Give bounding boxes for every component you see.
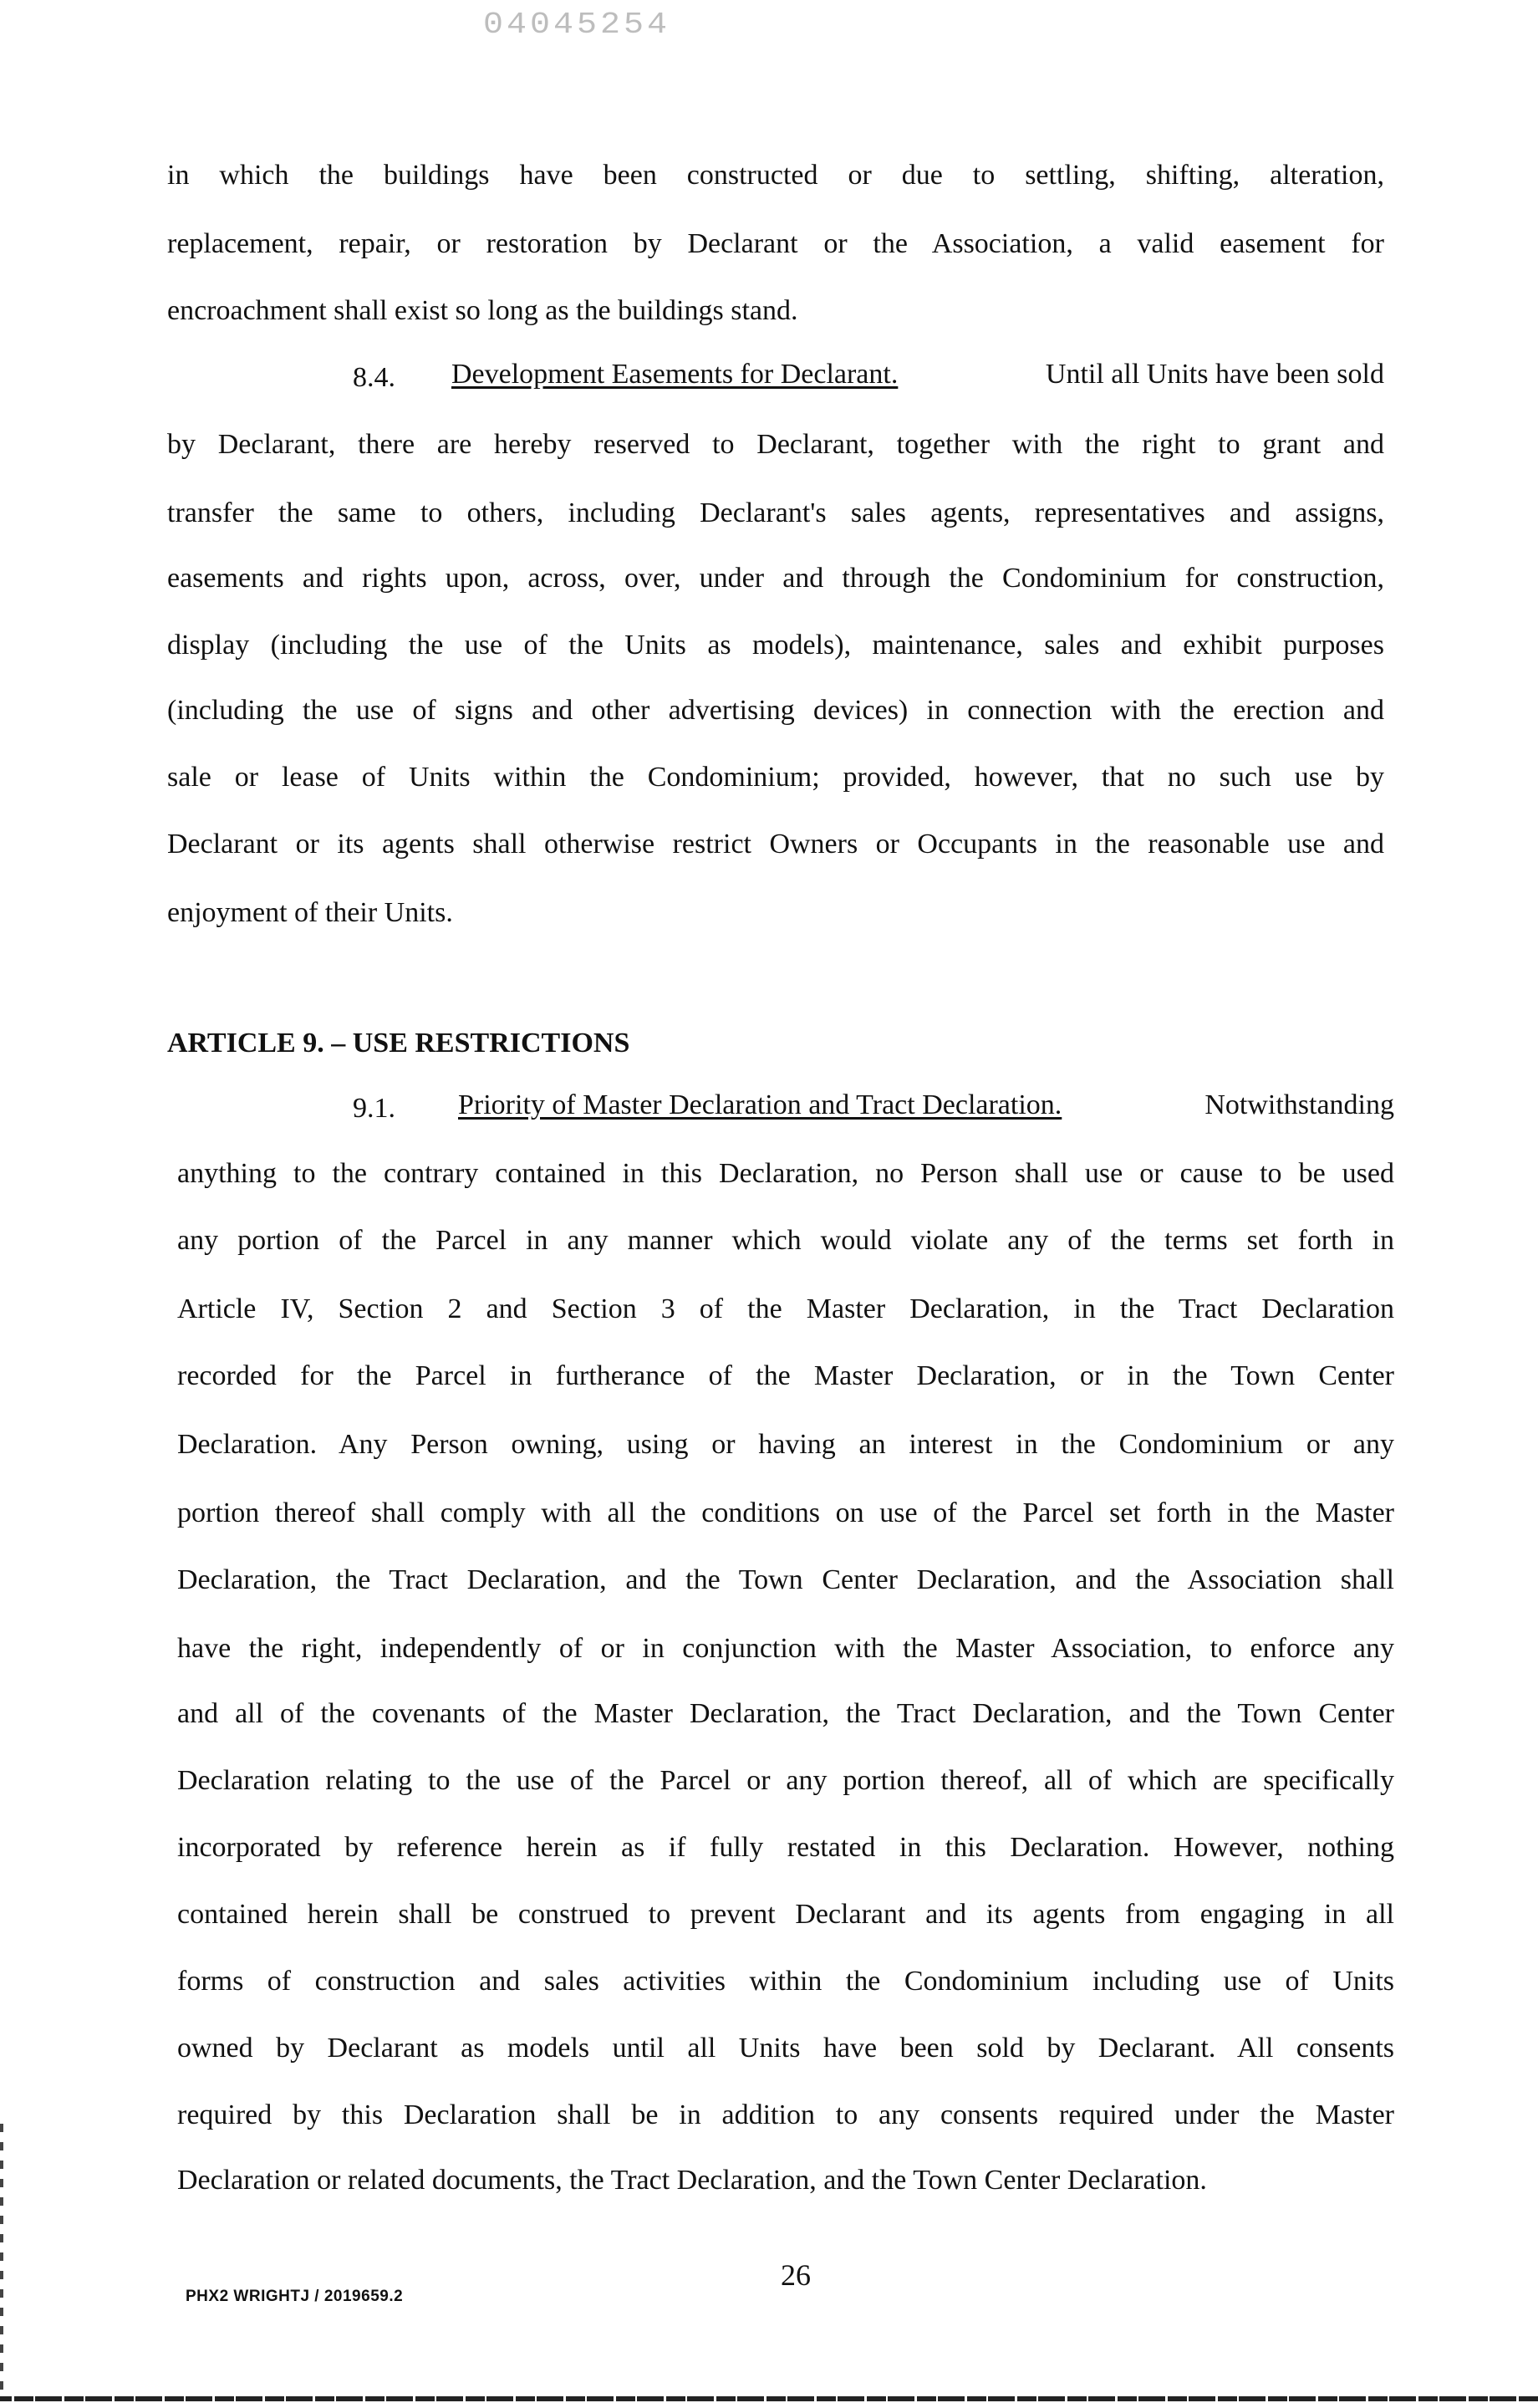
section-9-1-line-3: Article IV, Section 2 and Section 3 of the Master Declaration, in the Tract Declaration [177,1293,1394,1324]
continuation-line-2: replacement, repair, or restoration by Declarant or the Association, a valid easement for [167,228,1384,259]
section-9-1-line-4: recorded for the Parcel in furtherance of the Master Declaration, or in the Town Center [177,1360,1394,1391]
scan-edge-artifact [0,2124,3,2391]
section-8-4-number: 8.4. [353,362,395,393]
section-8-4-first-line-text: Until all Units have been sold [1045,359,1384,390]
section-9-1-title [458,1089,1394,1122]
footer-document-id: PHX2 WRIGHTJ / 2019659.2 [186,2288,404,2305]
section-9-1-line-15: required by this Declaration shall be in addition to any consents required under the Master [177,2099,1394,2130]
section-9-1-line-14: owned by Declarant as models until all Units have been sold by Declarant. All consents [177,2033,1394,2064]
continuation-line-1: in which the buildings have been constructed or due to settling, shifting, alteration, [167,160,1384,191]
article-9-heading: ARTICLE 9. – USE RESTRICTIONS [167,1028,630,1059]
section-9-1-line-5: Declaration. Any Person owning, using or having an interest in the Condominium or any [177,1429,1394,1460]
section-8-4-line-8: enjoyment of their Units. [167,897,453,928]
section-9-1-line-1: anything to the contrary contained in this Declaration, no Person shall use or cause to be used [177,1158,1394,1189]
section-9-1-line-7: Declaration, the Tract Declaration, and the Town Center Declaration, and the Association shall [177,1564,1394,1595]
section-8-4-line-4: display (including the use of the Units as models), maintenance, sales and exhibit purposes [167,630,1384,661]
section-9-1-line-10: Declaration relating to the use of the Parcel or any portion thereof, all of which are specifically [177,1765,1394,1796]
section-9-1-line-6: portion thereof shall comply with all the conditions on use of the Parcel set forth in the Master [177,1497,1394,1528]
section-8-4-line-2: transfer the same to others, including Declarant's sales agents, representatives and assigns, [167,497,1384,528]
page-number: 26 [781,2258,811,2292]
section-9-1-number: 9.1. [353,1093,395,1124]
section-8-4-line-7: Declarant or its agents shall otherwise restrict Owners or Occupants in the reasonable use and [167,829,1384,860]
section-8-4-heading: Development Easements for Declarant. [451,359,899,390]
section-9-1-first-line-text: Notwithstanding [1204,1089,1394,1120]
section-9-1-heading: Priority of Master Declaration and Tract Declaration. [458,1089,1062,1120]
document-stamp-number: 04045254 [483,8,671,43]
section-9-1-line-16: Declaration or related documents, the Tract Declaration, and the Town Center Declaration. [177,2165,1207,2196]
section-8-4-line-5: (including the use of signs and other advertising devices) in connection with the erection and [167,695,1384,726]
continuation-line-3: encroachment shall exist so long as the buildings stand. [167,295,798,326]
section-9-1-line-11: incorporated by reference herein as if fully restated in this Declaration. However, nothing [177,1832,1394,1863]
section-9-1-line-2: any portion of the Parcel in any manner which would violate any of the terms set forth in [177,1225,1394,1256]
section-9-1-line-8: have the right, independently of or in conjunction with the Master Association, to enforce any [177,1633,1394,1664]
section-9-1-line-9: and all of the covenants of the Master Declaration, the Tract Declaration, and the Town Center [177,1698,1394,1729]
section-8-4-line-1: by Declarant, there are hereby reserved to Declarant, together with the right to grant and [167,429,1384,460]
section-8-4-line-3: easements and rights upon, across, over, under and through the Condominium for construction, [167,563,1384,594]
section-9-1-line-13: forms of construction and sales activities within the Condominium including use of Units [177,1966,1394,1997]
section-8-4-title [451,358,1384,391]
section-8-4-line-6: sale or lease of Units within the Condominium; provided, however, that no such use by [167,762,1384,793]
scan-bottom-edge [0,2396,1538,2401]
section-9-1-line-12: contained herein shall be construed to prevent Declarant and its agents from engaging in all [177,1899,1394,1930]
